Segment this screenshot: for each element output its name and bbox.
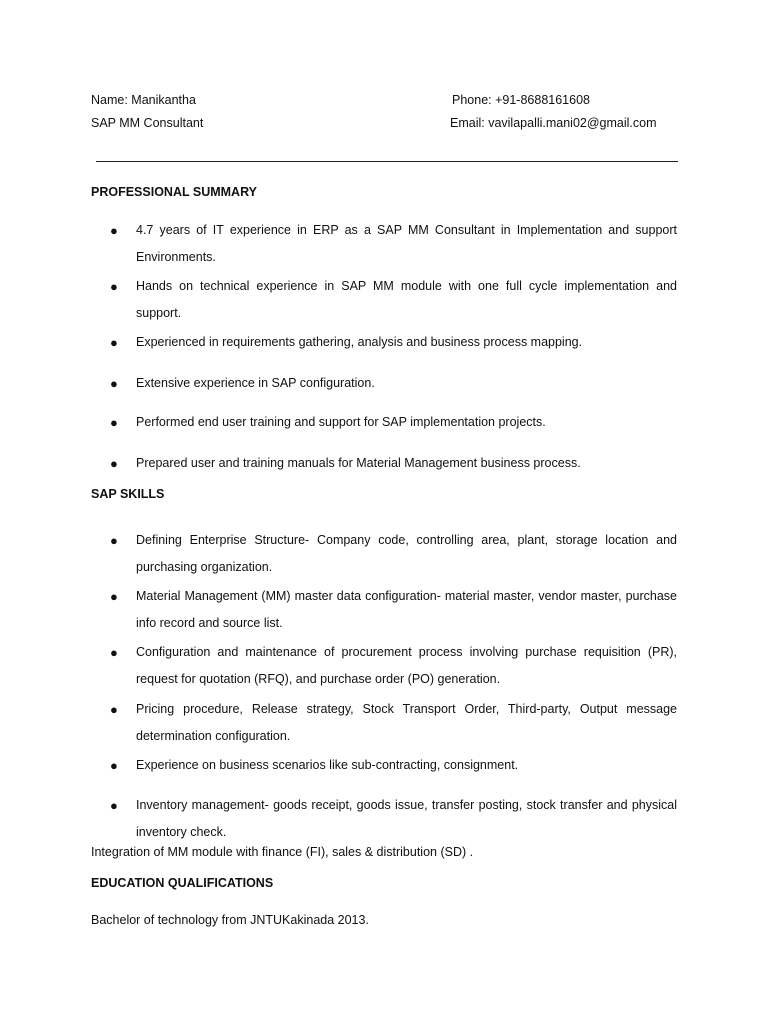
integration-line: Integration of MM module with finance (FI), sales & distribution (SD) . xyxy=(91,845,474,859)
skill-item-text: Defining Enterprise Structure- Company code, controlling area, plant, storage location and purchasing organization. xyxy=(136,533,677,574)
summary-item-text: Extensive experience in SAP configuration. xyxy=(136,376,375,390)
bullet-icon: ● xyxy=(110,533,118,548)
summary-item-text: Prepared user and training manuals for Material Management business process. xyxy=(136,456,581,470)
skill-item-text: Experience on business scenarios like sub-contracting, consignment. xyxy=(136,758,519,772)
bullet-icon: ● xyxy=(110,645,118,660)
summary-item-text: Experienced in requirements gathering, analysis and business process mapping. xyxy=(136,335,583,349)
bullet-icon: ● xyxy=(110,589,118,604)
skill-item-text: Configuration and maintenance of procurement process involving purchase requisition (PR), request for quotation (RFQ), and purchase order (PO) generation. xyxy=(136,645,677,686)
education-heading: EDUCATION QUALIFICATIONS xyxy=(91,876,274,890)
summary-item-text: Hands on technical experience in SAP MM module with one full cycle implementation and support. xyxy=(136,279,677,320)
sap-skills-heading: SAP SKILLS xyxy=(91,487,165,501)
header-divider xyxy=(96,161,678,162)
bullet-icon: ● xyxy=(110,223,118,238)
bullet-icon: ● xyxy=(110,702,118,717)
bullet-icon: ● xyxy=(110,279,118,294)
bullet-icon: ● xyxy=(110,758,118,773)
summary-item-text: Performed end user training and support for SAP implementation projects. xyxy=(136,415,546,429)
candidate-title: SAP MM Consultant xyxy=(91,116,204,130)
skill-item-text: Pricing procedure, Release strategy, Stock Transport Order, Third-party, Output message determination configuration. xyxy=(136,702,677,743)
phone-number: Phone: +91-8688161608 xyxy=(452,93,590,107)
email-address: Email: vavilapalli.mani02@gmail.com xyxy=(450,116,657,130)
bullet-icon: ● xyxy=(110,415,118,430)
summary-item-text: 4.7 years of IT experience in ERP as a SAP MM Consultant in Implementation and support Environments. xyxy=(136,223,677,264)
education-line: Bachelor of technology from JNTUKakinada 2013. xyxy=(91,913,369,927)
bullet-icon: ● xyxy=(110,335,118,350)
bullet-icon: ● xyxy=(110,456,118,471)
bullet-icon: ● xyxy=(110,798,118,813)
skill-item-text: Inventory management- goods receipt, goods issue, transfer posting, stock transfer and physical inventory check. xyxy=(136,798,677,839)
professional-summary-heading: PROFESSIONAL SUMMARY xyxy=(91,185,257,199)
bullet-icon: ● xyxy=(110,376,118,391)
skill-item-text: Material Management (MM) master data configuration- material master, vendor master, purchase info record and source list. xyxy=(136,589,677,630)
candidate-name: Name: Manikantha xyxy=(91,93,196,107)
